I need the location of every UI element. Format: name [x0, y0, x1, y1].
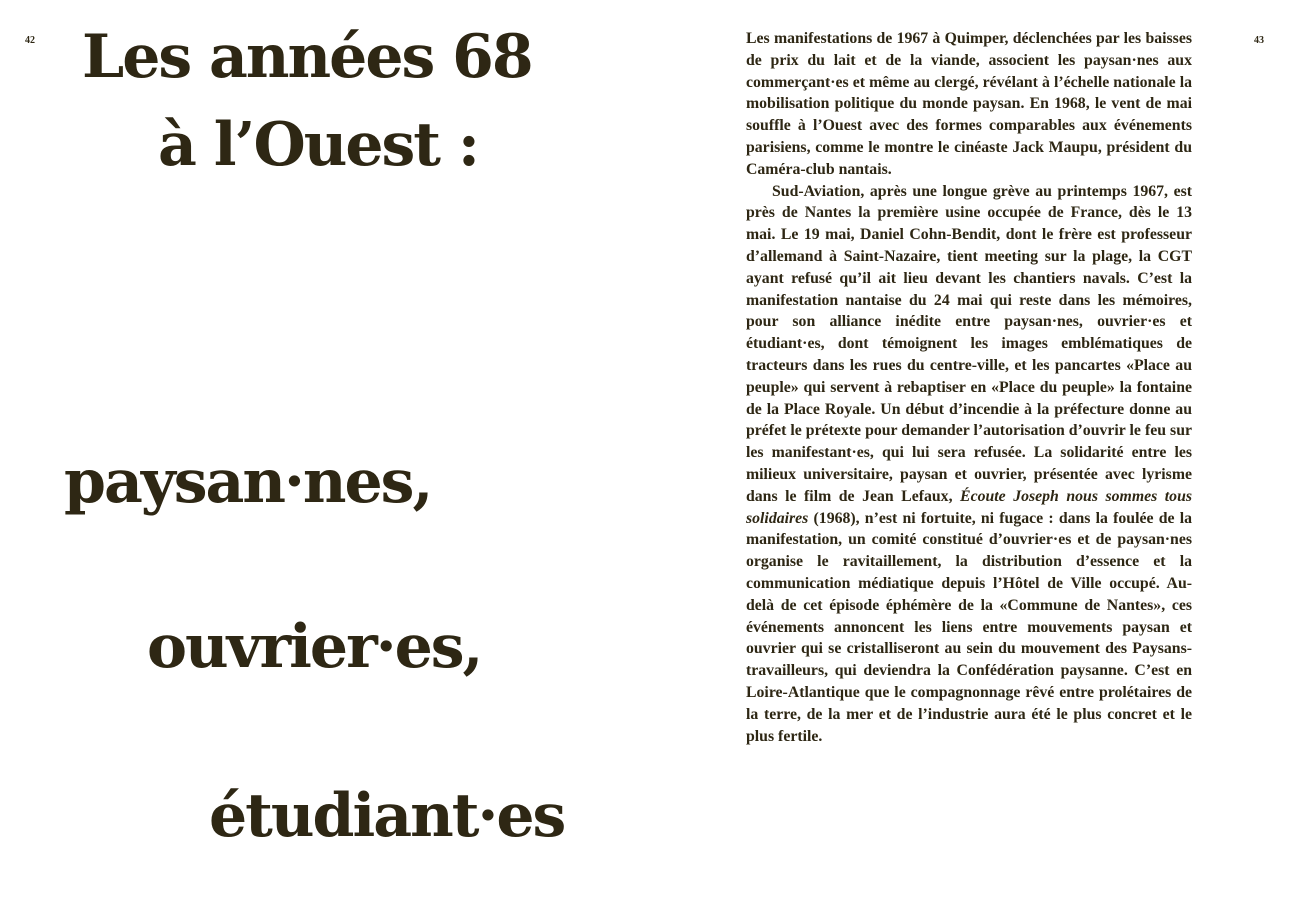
- paragraph-2-part-2: (1968), n’est ni fortuite, ni fugace : dans la foulée de la manifestation, un comité constitué d’ouvrier·es et de paysan·nes organise le ravitaillement, la distribution d’essence et la communication médiatique depuis l’Hôtel de Ville occupé. Au-delà de cet épisode éphémère de la «Commune de Nantes», ces événements annoncent les liens entre mouvements paysan et ouvrier qui se cristalliseront au sein du mouvement des Paysans-travailleurs, qui deviendra la Confédération paysanne. C’est en Loire-Atlantique que le compagnonnage rêvé entre prolétaires de la terre, de la mer et de l’industrie aura été le plus concret et le plus fertile.: [746, 509, 1192, 745]
- title-line-1: Les années 68: [82, 22, 532, 92]
- title-line-4: ouvrier·es,: [147, 612, 482, 682]
- film-title: Écoute Joseph nous sommes tous solidaires: [746, 487, 1193, 527]
- title-line-5: étudiant·es: [209, 781, 565, 851]
- page-number-right: 43: [1254, 35, 1264, 46]
- paragraph-2: [746, 181, 1192, 748]
- title-line-3: paysan·nes,: [64, 447, 432, 517]
- title-line-2: à l’Ouest :: [158, 110, 479, 180]
- body-text-column: [746, 28, 1192, 747]
- paragraph-2-part-1: Sud-Aviation, après une longue grève au printemps 1967, est près de Nantes la première usine occupée de France, dès le 13 mai. Le 19 mai, Daniel Cohn-Bendit, dont le frère est professeur d’allemand à Saint-Nazaire, tient meeting sur la plage, la CGT ayant refusé qu’il ait lieu devant les chantiers navals. C’est la manifestation nantaise du 24 mai qui reste dans les mémoires, pour son alliance inédite entre paysan·nes, ouvrier·es et étudiant·es, dont témoignent les images emblématiques de tracteurs dans les rues du centre-ville, et les pancartes «Place au peuple» qui servent à rebaptiser en «Place du peuple» la fontaine de la Place Royale. Un début d’incendie à la préfecture donne au préfet le prétexte pour demander l’autorisation d’ouvrir le feu sur les manifestant·es, qui lui sera refusée. La solidarité entre les milieux universitaire, paysan et ouvrier, présentée avec lyrisme dans le film de Jean Lefaux,: [746, 182, 1192, 505]
- page-number-left: 42: [25, 35, 35, 46]
- paragraph-1: Les manifestations de 1967 à Quimper, déclenchées par les baisses de prix du lait et de la viande, associent les paysan·nes aux commerçant·es et même au clergé, révélant à l’échelle nationale la mobilisation politique du monde paysan. En 1968, le vent de mai souffle à l’Ouest avec des formes comparables aux événements parisiens, comme le montre le cinéaste Jack Maupu, président du Caméra-club nantais.: [746, 30, 1192, 178]
